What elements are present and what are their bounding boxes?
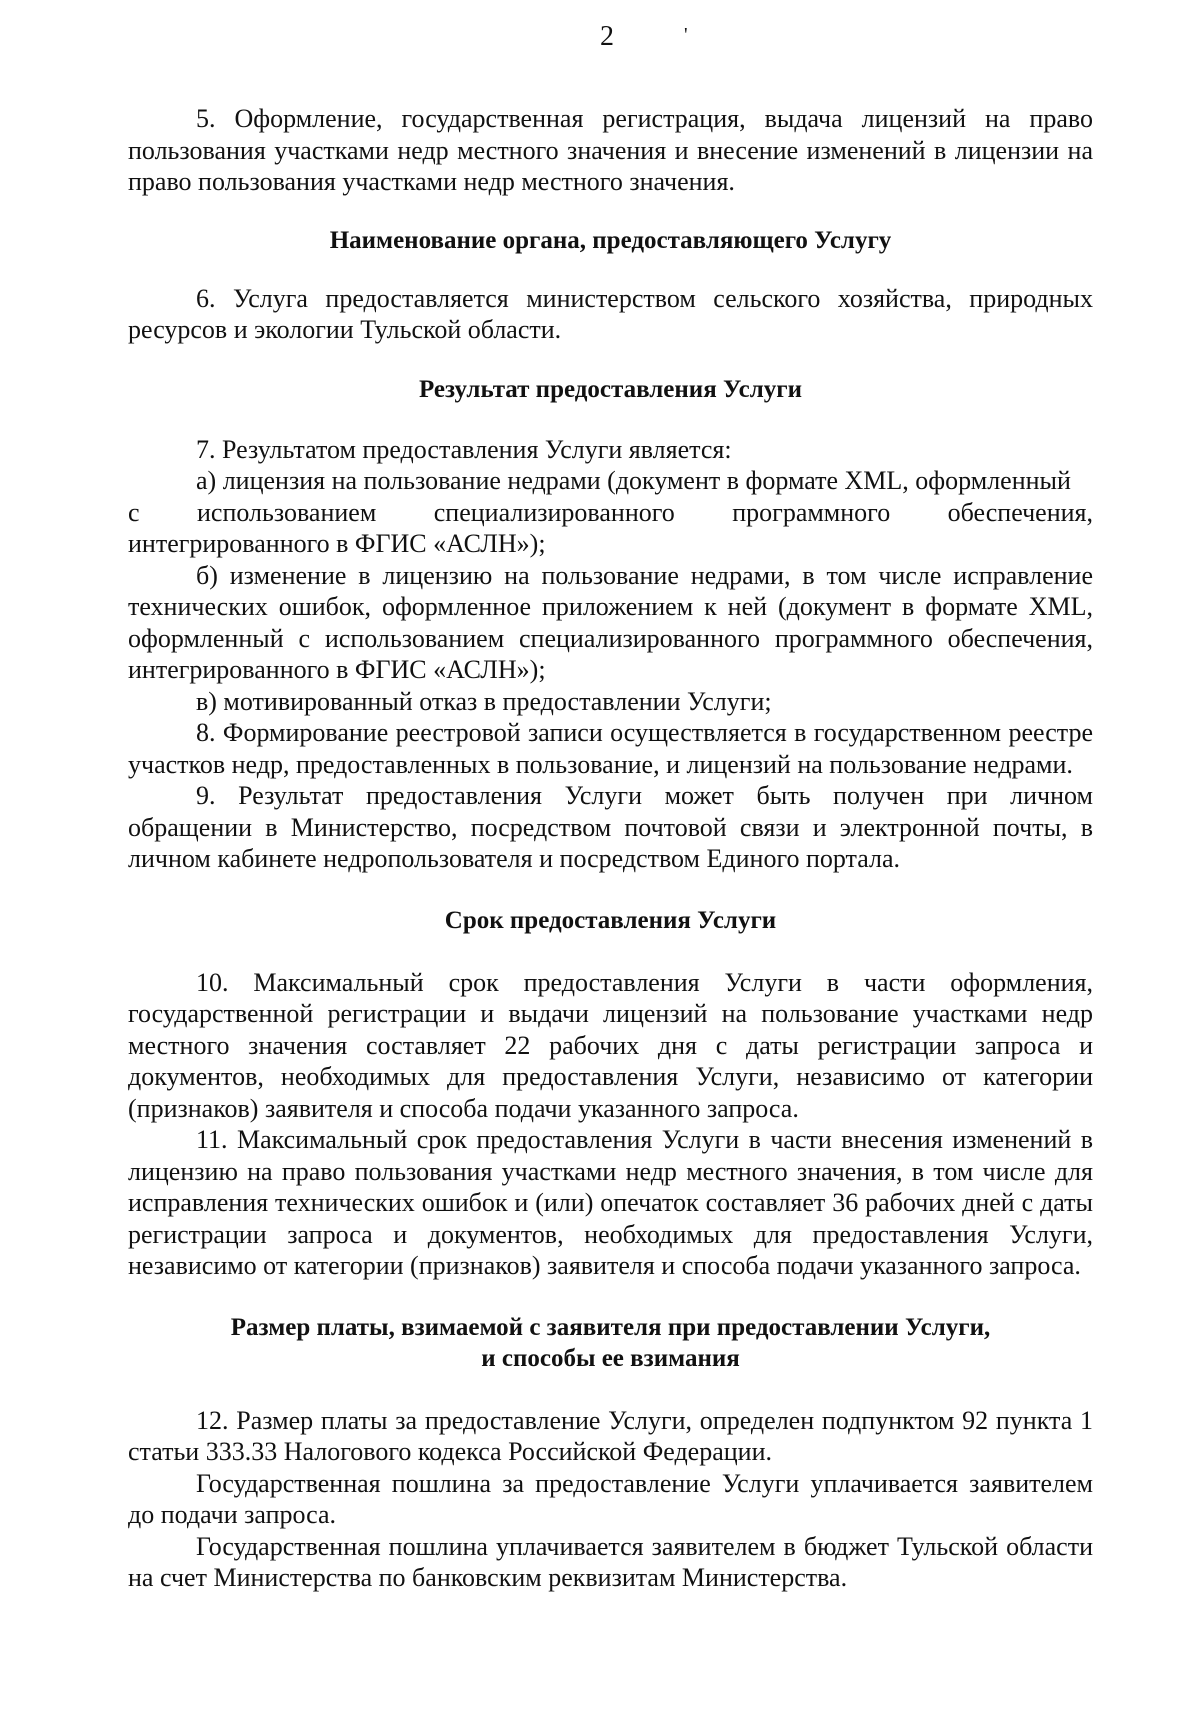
- heading-term: Срок предоставления Услуги: [444, 906, 777, 934]
- paragraph-duty-budget: Государственная пошлина уплачивается заявителем в бюджет Тульской области на счет Министерства по банковским реквизитам Министерства.: [128, 1531, 1093, 1592]
- paragraph-7-item-c: в) мотивированный отказ в предоставлении Услуги;: [196, 686, 772, 716]
- paragraph-5: 5. Оформление, государственная регистрация, выдача лицензий на право пользования участками недр местного значения и внесение изменений в лицензии на право пользования участками недр местного значения.: [128, 104, 1093, 196]
- paragraph-7-item-a-line2: с использованием специализированного программного обеспечения,: [128, 497, 1093, 527]
- heading-organ: Наименование органа, предоставляющего Услугу: [329, 226, 892, 254]
- heading-fee: [128, 1312, 1093, 1374]
- paragraph-6: 6. Услуга предоставляется министерством сельского хозяйства, природных ресурсов и экологии Тульской области.: [128, 283, 1093, 344]
- paragraph-8: 8. Формирование реестровой записи осуществляется в государственном реестре участков недр, предоставленных в пользование, и лицензий на пользование недрами.: [128, 718, 1093, 779]
- heading-fee-line1: Размер платы, взимаемой с заявителя при предоставлении Услуги,: [230, 1313, 991, 1341]
- paragraph-12: 12. Размер платы за предоставление Услуги, определен подпунктом 92 пункта 1 статьи 333.33 Налогового кодекса Российской Федерации.: [128, 1405, 1093, 1466]
- paragraph-9: 9. Результат предоставления Услуги может быть получен при личном обращении в Министерство, посредством почтовой связи и электронной почты, в личном кабинете недропользователя и посредством Единого портала.: [128, 781, 1093, 873]
- paragraph-7-item-b: б) изменение в лицензию на пользование недрами, в том числе исправление технических ошибок, оформленное приложением к ней (документ в формате XML, оформленный с использованием специализированного программного обеспечения, интегрированного в ФГИС «АСЛН»);: [128, 560, 1093, 684]
- page-mark: ': [684, 24, 688, 46]
- paragraph-7-item-a-line1: а) лицензия на пользование недрами (документ в формате XML, оформленный: [196, 466, 1071, 495]
- heading-fee-line2: и способы ее взимания: [481, 1344, 740, 1372]
- paragraph-duty-paid-before: Государственная пошлина за предоставление Услуги уплачивается заявителем до подачи запроса.: [128, 1468, 1093, 1529]
- paragraph-11: 11. Максимальный срок предоставления Услуги в части внесения изменений в лицензию на право пользования участками недр местного значения, в том числе для исправления технических ошибок и (или) опечаток составляет 36 рабочих дней с даты регистрации запроса и документов, необходимых для предоставления Услуги, независимо от категории (признаков) заявителя и способа подачи указанного запроса.: [128, 1125, 1093, 1280]
- heading-result: Результат предоставления Услуги: [418, 375, 802, 403]
- page-number: 2: [600, 21, 614, 52]
- paragraph-10: 10. Максимальный срок предоставления Услуги в части оформления, государственной регистрации и выдачи лицензий на пользование участками недр местного значения составляет 22 рабочих дня с даты регистрации запроса и документов, необходимых для предоставления Услуги, независимо от категории (признаков) заявителя и способа подачи указанного запроса.: [128, 967, 1093, 1123]
- document-body: [128, 103, 1093, 1594]
- paragraph-7-item-a-line3: интегрированного в ФГИС «АСЛН»);: [128, 529, 546, 558]
- paragraph-7-intro: 7. Результатом предоставления Услуги является:: [196, 434, 732, 464]
